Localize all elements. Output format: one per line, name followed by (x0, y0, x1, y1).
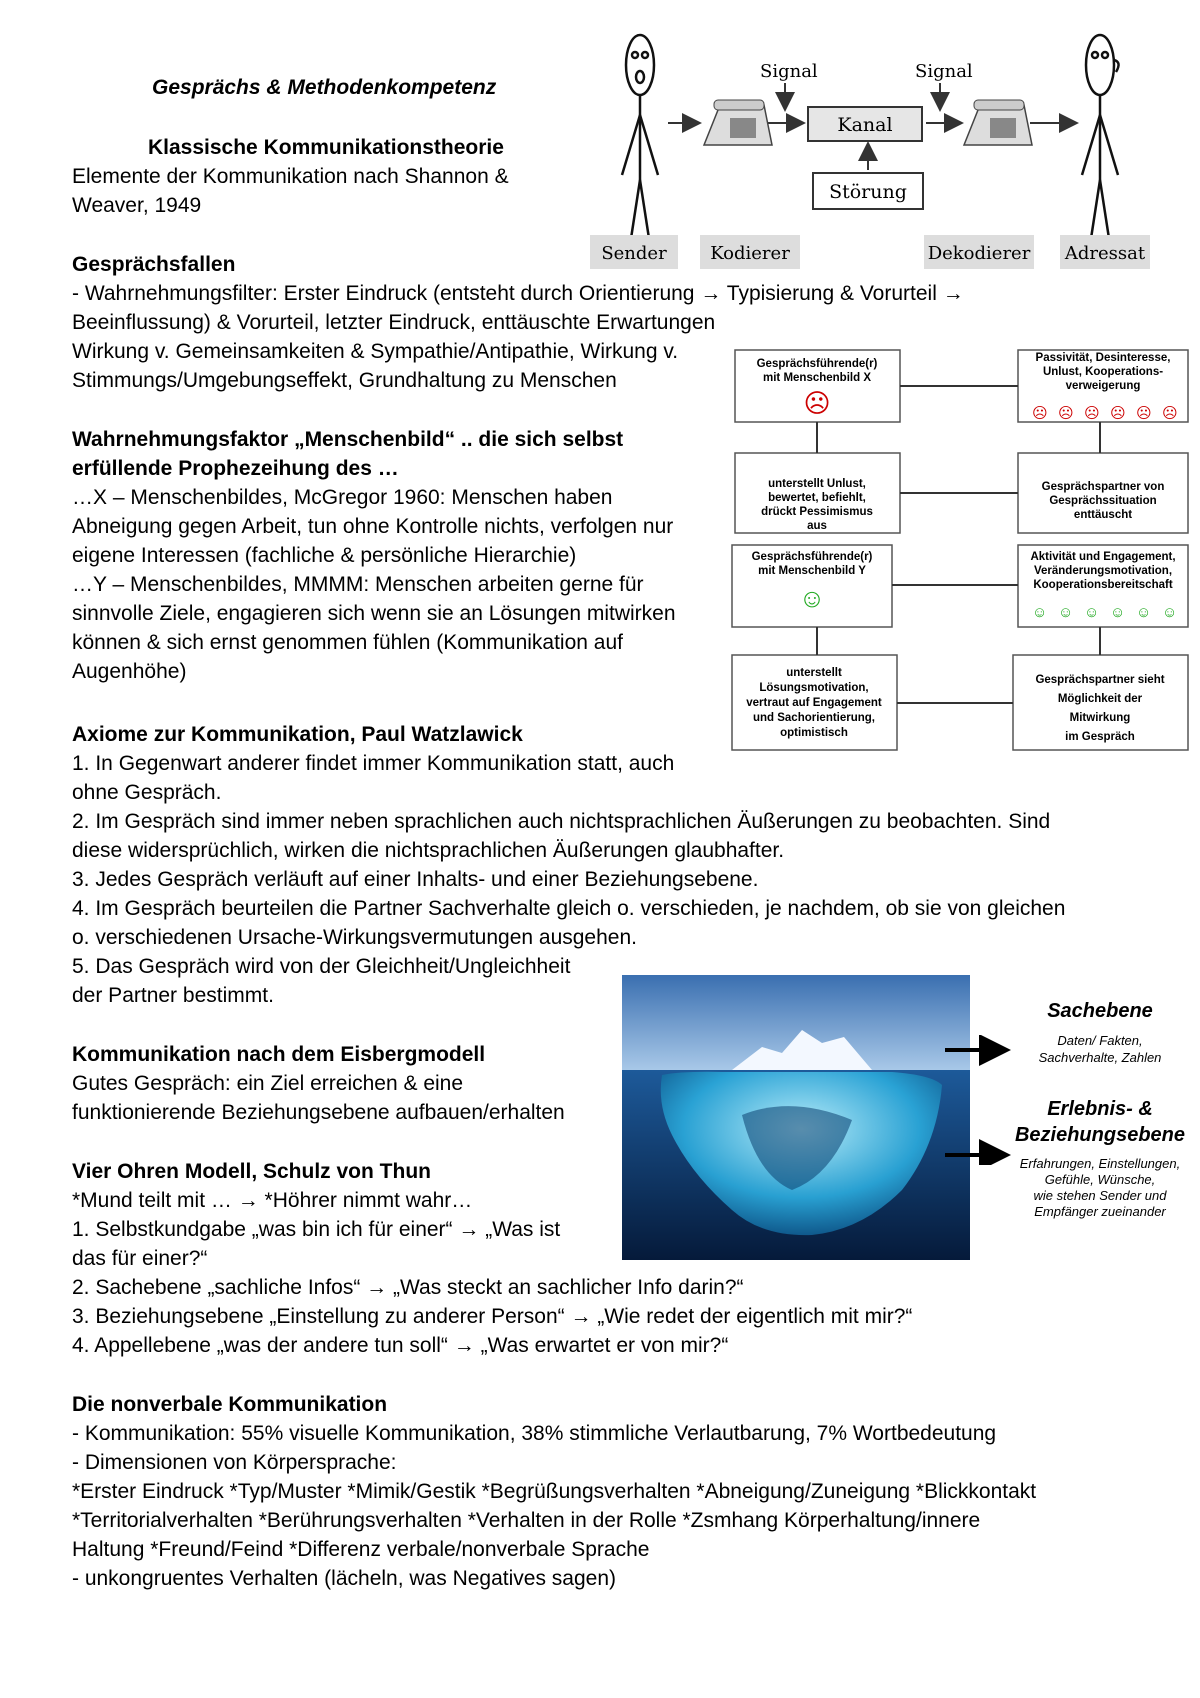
fallen-line: Beeinflussung) & Vorurteil, letzter Eindruck, enttäuschte Erwartungen (72, 311, 716, 334)
section-heading-classic: Klassische Kommunikationstheorie (148, 136, 504, 159)
beziehungsebene-line: wie stehen Sender und (1033, 1188, 1167, 1203)
beziehungsebene-title-line: Beziehungsebene (1014, 1124, 1186, 1146)
shannon-weaver-diagram (590, 15, 1150, 275)
x-result-text: verweigerung (1065, 380, 1141, 392)
sachebene-title: Sachebene (1047, 1000, 1153, 1022)
classic-line: Weaver, 1949 (72, 194, 202, 217)
vierohren-line: 1. Selbstkundgabe „was bin ich für einer“ → „Was ist (72, 1218, 561, 1241)
happy-face-icon: ☺ (1162, 604, 1178, 621)
sad-face-icon: ☹ (1084, 405, 1100, 422)
sachebene-text (1000, 1032, 1200, 1066)
vierohren-line: *Mund teilt mit … → *Höhrer nimmt wahr… (72, 1189, 473, 1212)
y-action-text: optimistisch (780, 727, 848, 739)
y-leader-text: Gesprächsführende(r) (751, 551, 873, 563)
nonverbal-line: Haltung *Freund/Feind *Differenz verbale/nonverbale Sprache (72, 1538, 650, 1561)
axiom-line: diese widersprüchlich, wirken die nichtsprachlichen Äußerungen glaubhafter. (72, 839, 785, 862)
fallen-line: - Wahrnehmungsfilter: Erster Eindruck (entsteht durch Orientierung → Typisierung & Vorurteil → (72, 282, 964, 305)
menschenbild-line: …Y – Menschenbildes, MMMM: Menschen arbeiten gerne für (72, 573, 644, 596)
y-partner-text: Mitwirkung (1069, 712, 1131, 724)
axiom-line: 5. Das Gespräch wird von der Gleichheit/Ungleichheit (72, 955, 571, 978)
stoerung-box: Störung (829, 181, 907, 203)
sad-face-icon: ☹ (1162, 405, 1178, 422)
section-heading-axiome: Axiome zur Kommunikation, Paul Watzlawick (72, 723, 523, 746)
y-result-text: Kooperationsbereitschaft (1033, 579, 1173, 591)
axiom-line: o. verschiedenen Ursache-Wirkungsvermutungen ausgehen. (72, 926, 637, 949)
nonverbal-line: *Territorialverhalten *Berührungsverhalten *Verhalten in der Rolle *Zsmhang Körperhaltung/innere (72, 1509, 981, 1532)
vierohren-line: das für einer?“ (72, 1247, 208, 1270)
vierohren-line: 2. Sachebene „sachliche Infos“ → „Was steckt an sachlicher Info darin?“ (72, 1276, 744, 1299)
sachebene-line: Daten/ Fakten, (1057, 1033, 1143, 1048)
y-action-text: Lösungsmotivation, (759, 682, 869, 694)
section-heading-vierohren: Vier Ohren Modell, Schulz von Thun (72, 1160, 431, 1183)
dekodierer-label: Dekodierer (927, 243, 1031, 264)
section-heading-menschenbild: erfüllende Prophezeihung des … (72, 457, 399, 480)
beziehungsebene-title (1000, 1096, 1200, 1148)
menschenbild-line: …X – Menschenbildes, McGregor 1960: Menschen haben (72, 486, 613, 509)
y-result-text: Veränderungsmotivation, (1033, 565, 1173, 577)
x-leader-text: Gesprächsführende(r) (756, 358, 878, 370)
happy-face-icon: ☺ (1058, 604, 1074, 621)
telephone-icon (704, 100, 772, 145)
kanal-box: Kanal (837, 114, 893, 136)
x-partner-text: Gesprächspartner von (1041, 481, 1165, 493)
eisberg-line: funktionierende Beziehungsebene aufbauen/erhalten (72, 1101, 565, 1124)
beziehungsebene-line: Empfänger zueinander (1034, 1204, 1166, 1219)
x-action-text: aus (807, 520, 827, 532)
classic-line: Elemente der Kommunikation nach Shannon & (72, 165, 509, 188)
y-action-text: unterstellt (786, 667, 842, 679)
x-partner-text: Gesprächssituation (1049, 495, 1157, 507)
section-heading-fallen: Gesprächsfallen (72, 253, 236, 276)
happy-face-icon: ☺ (1084, 604, 1100, 621)
y-action-text: und Sachorientierung, (752, 712, 876, 724)
menschenbild-line: Abneigung gegen Arbeit, tun ohne Kontrolle nichts, verfolgen nur (72, 515, 674, 538)
section-heading-eisberg: Kommunikation nach dem Eisbergmodell (72, 1043, 486, 1066)
nonverbal-line: *Erster Eindruck *Typ/Muster *Mimik/Gestik *Begrüßungsverhalten *Abneigung/Zuneigung *Blickkontakt (72, 1480, 1037, 1503)
y-partner-text: Gesprächspartner sieht (1035, 674, 1165, 686)
sad-face-icon: ☹ (1058, 405, 1074, 422)
menschenbild-line: Augenhöhe) (72, 660, 187, 683)
axiom-line: 1. In Gegenwart anderer findet immer Kommunikation statt, auch (72, 752, 675, 775)
happy-face-icon: ☺ (1110, 604, 1126, 621)
iceberg-image (622, 975, 970, 1260)
sad-face-icon: ☹ (1032, 405, 1048, 422)
signal-label: Signal (915, 61, 973, 82)
telephone-icon (964, 100, 1032, 145)
happy-face-icon: ☺ (798, 583, 826, 613)
sender-label: Sender (601, 243, 667, 264)
sender-figure-icon (622, 35, 658, 245)
sachebene-line: Sachverhalte, Zahlen (1038, 1050, 1162, 1065)
x-action-text: bewertet, befiehlt, (768, 492, 866, 504)
vierohren-line: 3. Beziehungsebene „Einstellung zu anderer Person“ → „Wie redet der eigentlich mit mir?“ (72, 1305, 913, 1328)
x-action-text: drückt Pessimismus (761, 506, 873, 518)
x-leader-text: mit Menschenbild X (763, 372, 871, 384)
y-leader-text: mit Menschenbild Y (758, 565, 866, 577)
axiom-line: 4. Im Gespräch beurteilen die Partner Sachverhalte gleich o. verschieden, je nachdem, ob sie von gleichen (72, 897, 1066, 920)
sad-face-icon: ☹ (1110, 405, 1126, 422)
eisberg-line: Gutes Gespräch: ein Ziel erreichen & eine (72, 1072, 464, 1095)
axiom-line: 3. Jedes Gespräch verläuft auf einer Inhalts- und einer Beziehungsebene. (72, 868, 759, 891)
sad-face-icon: ☹ (803, 388, 831, 418)
section-heading-menschenbild: Wahrnehmungsfaktor „Menschenbild“ .. die sich selbst (72, 428, 624, 451)
page-title: Gesprächs & Methodenkompetenz (152, 76, 497, 99)
beziehungsebene-title-line: Erlebnis- & (1047, 1098, 1153, 1120)
beziehungsebene-line: Gefühle, Wünsche, (1044, 1172, 1156, 1187)
x-result-text: Passivität, Desinteresse, (1035, 352, 1171, 364)
adressat-figure-icon (1082, 35, 1119, 245)
y-result-text: Aktivität und Engagement, (1030, 551, 1176, 563)
nonverbal-line: - Dimensionen von Körpersprache: (72, 1451, 397, 1474)
y-partner-text: im Gespräch (1065, 731, 1135, 743)
axiom-line: 2. Im Gespräch sind immer neben sprachlichen auch nichtsprachlichen Äußerungen zu beobachten. Sind (72, 810, 1051, 833)
happy-face-icon: ☺ (1136, 604, 1152, 621)
beziehungsebene-text (1000, 1156, 1200, 1220)
fallen-line: Stimmungs/Umgebungseffekt, Grundhaltung zu Menschen (72, 369, 617, 392)
y-partner-text: Möglichkeit der (1057, 693, 1143, 705)
menschenbild-line: sinnvolle Ziele, engagieren sich wenn sie an Lösungen mitwirken (72, 602, 676, 625)
nonverbal-line: - Kommunikation: 55% visuelle Kommunikation, 38% stimmliche Verlautbarung, 7% Wortbedeutung (72, 1422, 997, 1445)
kodierer-label: Kodierer (710, 243, 790, 264)
adressat-label: Adressat (1064, 243, 1146, 264)
x-partner-text: enttäuscht (1073, 509, 1133, 521)
section-heading-nonverbal: Die nonverbale Kommunikation (72, 1393, 388, 1416)
fallen-line: Wirkung v. Gemeinsamkeiten & Sympathie/Antipathie, Wirkung v. (72, 340, 679, 363)
nonverbal-line: - unkongruentes Verhalten (lächeln, was Negatives sagen) (72, 1567, 616, 1590)
x-result-text: Unlust, Kooperations- (1042, 366, 1164, 378)
axiom-line: der Partner bestimmt. (72, 984, 274, 1007)
happy-face-icon: ☺ (1032, 604, 1048, 621)
beziehungsebene-line: Erfahrungen, Einstellungen, (1019, 1156, 1181, 1171)
menschenbild-flowchart (730, 345, 1190, 755)
axiom-line: ohne Gespräch. (72, 781, 222, 804)
sad-face-icon: ☹ (1136, 405, 1152, 422)
x-action-text: unterstellt Unlust, (768, 478, 866, 490)
vierohren-line: 4. Appellebene „was der andere tun soll“ → „Was erwartet er von mir?“ (72, 1334, 729, 1357)
y-action-text: vertraut auf Engagement (746, 697, 882, 709)
menschenbild-line: können & sich ernst genommen fühlen (Kommunikation auf (72, 631, 623, 654)
signal-label: Signal (760, 61, 818, 82)
menschenbild-line: eigene Interessen (fachliche & persönliche Hierarchie) (72, 544, 577, 567)
